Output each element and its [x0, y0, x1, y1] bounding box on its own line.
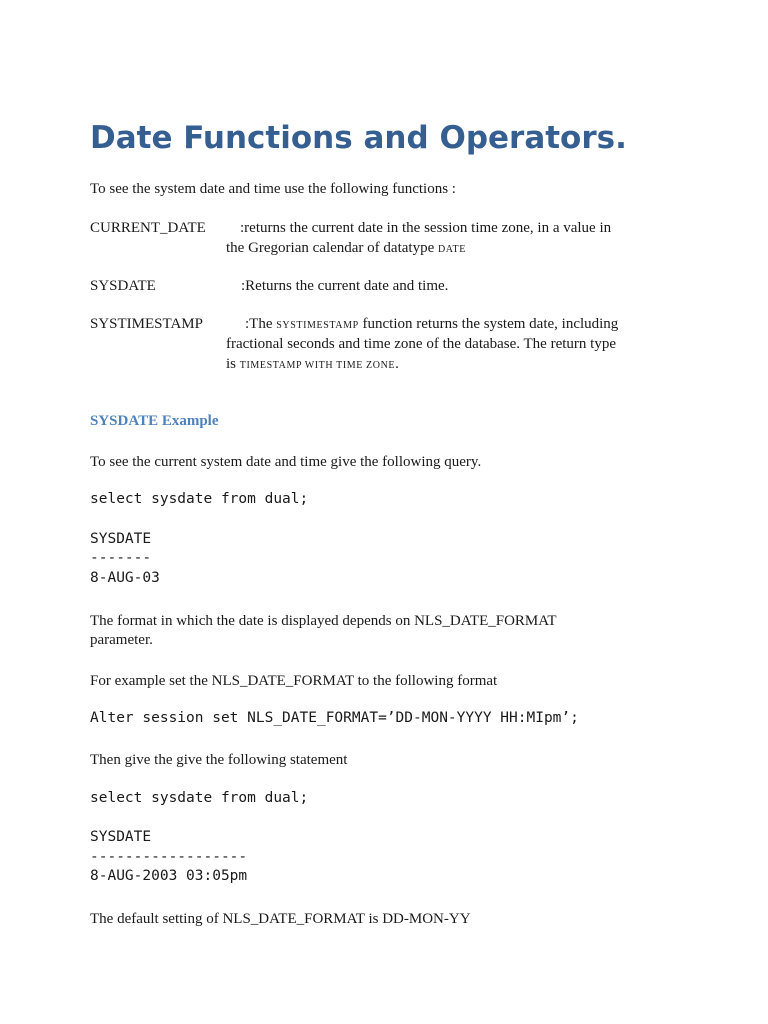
alter-statement-code: Alter session set NLS_DATE_FORMAT=’DD-MON-YYYY HH:MIpm’; [90, 710, 579, 726]
function-name-sysdate: SYSDATE [90, 278, 156, 294]
result-header: SYSDATE [90, 531, 152, 547]
result-divider: ------- [90, 550, 152, 566]
then-text: Then give the give the following statement [90, 752, 348, 768]
query-code: select sysdate from dual; [90, 790, 309, 806]
function-desc-sysdate [241, 276, 448, 296]
function-desc-systimestamp [245, 314, 618, 336]
function-desc-systimestamp-cont [226, 334, 616, 354]
datatype-code: DATE [437, 244, 466, 255]
function-desc-line: function returns the system date, including [358, 316, 619, 332]
set-format-intro: For example set the NLS_DATE_FORMAT to the following format [90, 673, 498, 689]
page-title: Date Functions and Operators. [90, 120, 627, 156]
example-intro: To see the current system date and time give the following query. [90, 454, 482, 470]
function-desc-systimestamp-cont2 [226, 354, 399, 376]
function-code: SYSTIMESTAMP [276, 320, 359, 331]
result-value: 8-AUG-03 [90, 570, 160, 586]
function-desc-line: :returns the current date in the session time zone, in a value in [240, 220, 612, 236]
format-note-line2: parameter. [90, 632, 153, 648]
function-desc-line: fractional seconds and time zone of the database. The return type [226, 336, 616, 352]
query-code: select sysdate from dual; [90, 491, 309, 507]
function-name-systimestamp: SYSTIMESTAMP [90, 316, 203, 332]
function-desc-line: :The [245, 316, 277, 332]
result-header: SYSDATE [90, 829, 152, 845]
format-note-line1: The format in which the date is displayed depends on NLS_DATE_FORMAT [90, 613, 557, 629]
function-desc-current-date-cont [226, 238, 466, 260]
return-type-code: TIMESTAMP WITH TIME ZONE [239, 360, 396, 371]
function-desc-line: is [226, 356, 240, 372]
intro-paragraph: To see the system date and time use the following functions : [90, 181, 456, 197]
result-divider: ------------------ [90, 849, 248, 865]
function-name-current-date: CURRENT_DATE [90, 220, 206, 236]
function-desc-line: the Gregorian calendar of datatype [226, 240, 438, 256]
function-desc-current-date [240, 218, 611, 238]
example-heading: SYSDATE Example [90, 413, 219, 429]
function-desc-line: . [395, 356, 399, 372]
default-note: The default setting of NLS_DATE_FORMAT is DD-MON-YY [90, 911, 471, 927]
result-value: 8-AUG-2003 03:05pm [90, 868, 248, 884]
function-desc-line: :Returns the current date and time. [241, 278, 449, 294]
